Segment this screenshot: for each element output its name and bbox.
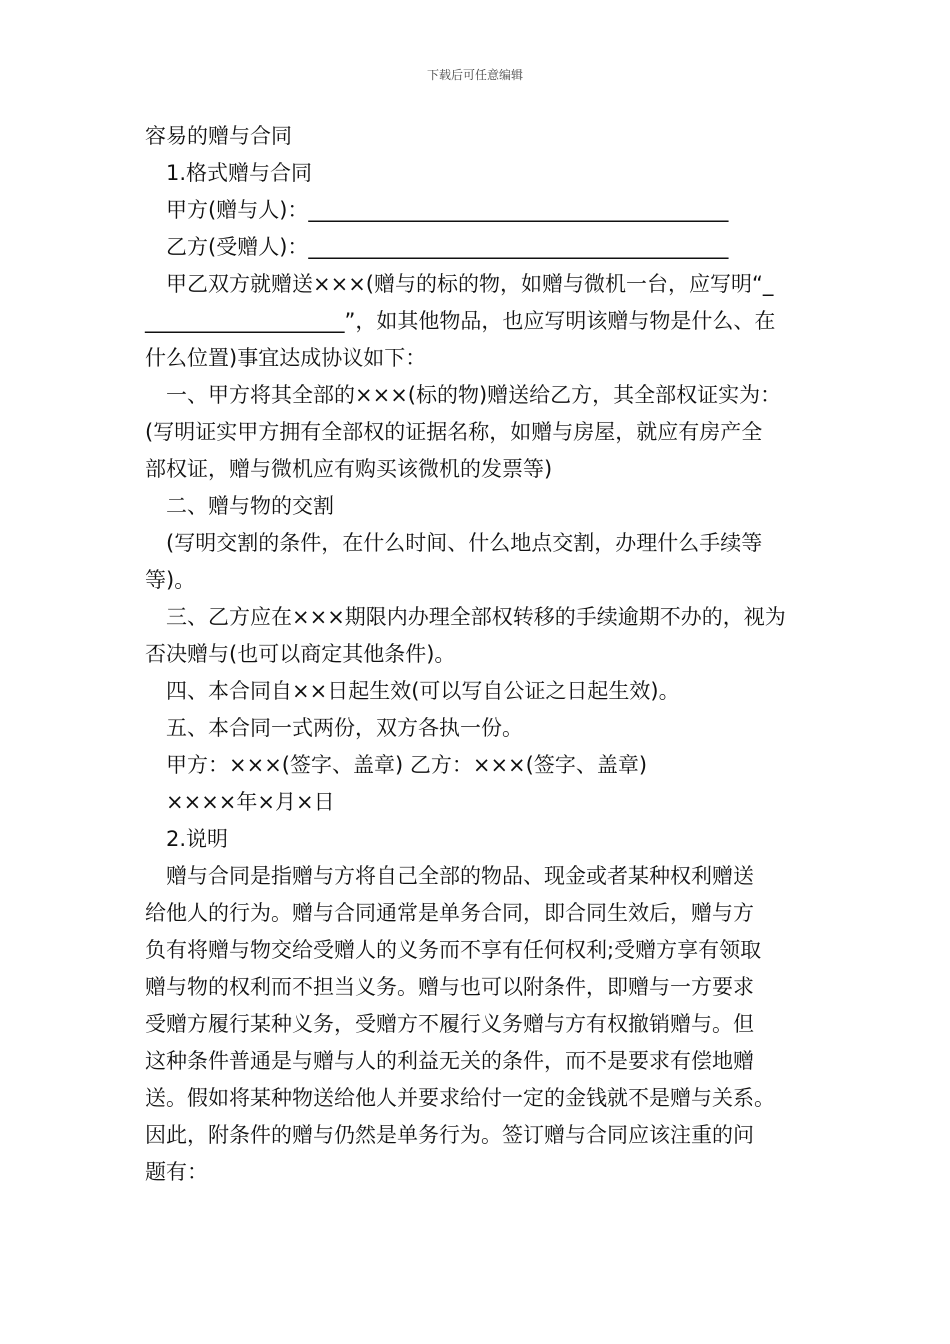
text-line: 五、本合同一式两份，双方各执一份。: [166, 716, 523, 740]
text-line: 赠与合同是指赠与方将自己全部的物品、现金或者某种权利赠送: [166, 864, 754, 888]
text-line: 赠与物的权利而不担当义务。赠与也可以附条件，即赠与一方要求: [145, 975, 754, 999]
text-line: 负有将赠与物交给受赠人的义务而不享有任何权利;受赠方享有领取: [145, 938, 762, 962]
page-header: 下载后可任意编辑: [426, 68, 523, 82]
text-line: 二、赠与物的交割: [166, 494, 334, 518]
text-line: 一、甲方将其全部的×××(标的物)赠送给乙方，其全部权证实为：: [166, 383, 782, 407]
text-line: (写明证实甲方拥有全部权的证据名称，如赠与房屋，就应有房产全: [145, 420, 763, 444]
text-line: 甲方：×××(签字、盖章) 乙方：×××(签字、盖章): [166, 753, 648, 777]
text-line: 甲方(赠与人)：________________________________________: [166, 198, 729, 222]
text-line: 等)。: [145, 568, 196, 592]
text-line: 题有：: [145, 1160, 208, 1184]
document-body: [145, 118, 810, 1191]
text-line: 受赠方履行某种义务，受赠方不履行义务赠与方有权撤销赠与。但: [145, 1012, 754, 1036]
text-line: 乙方(受赠人)：________________________________________: [166, 235, 729, 259]
text-line: ××××年×月×日: [166, 790, 335, 814]
text-line: 否决赠与(也可以商定其他条件)。: [145, 642, 456, 666]
text-line: 1.格式赠与合同: [166, 161, 313, 185]
text-line: (写明交割的条件，在什么时间、什么地点交割，办理什么手续等: [166, 531, 763, 555]
text-line: 部权证，赠与微机应有购买该微机的发票等): [145, 457, 553, 481]
text-line: 因此，附条件的赠与仍然是单务行为。签订赠与合同应该注重的问: [145, 1123, 754, 1147]
document-title: 容易的赠与合同: [145, 124, 292, 148]
text-line: 三、乙方应在×××期限内办理全部权转移的手续逾期不办的，视为: [166, 605, 786, 629]
text-line: 这种条件普通是与赠与人的利益无关的条件，而不是要求有偿地赠: [145, 1049, 754, 1073]
text-line: 四、本合同自××日起生效(可以写自公证之日起生效)。: [166, 679, 680, 703]
text-line: 甲乙双方就赠送×××(赠与的标的物，如赠与微机一台，应写明“_: [166, 272, 774, 296]
text-line: 2.说明: [166, 827, 229, 851]
text-line: 送。假如将某种物送给他人并要求给付一定的金钱就不是赠与关系。: [145, 1086, 775, 1110]
document-lines: [145, 155, 810, 1191]
text-line: ___________________”，如其他物品，也应写明该赠与物是什么、在: [145, 309, 776, 333]
text-line: 什么位置)事宜达成协议如下：: [145, 346, 427, 370]
text-line: 给他人的行为。赠与合同通常是单务合同，即合同生效后，赠与方: [145, 901, 754, 925]
